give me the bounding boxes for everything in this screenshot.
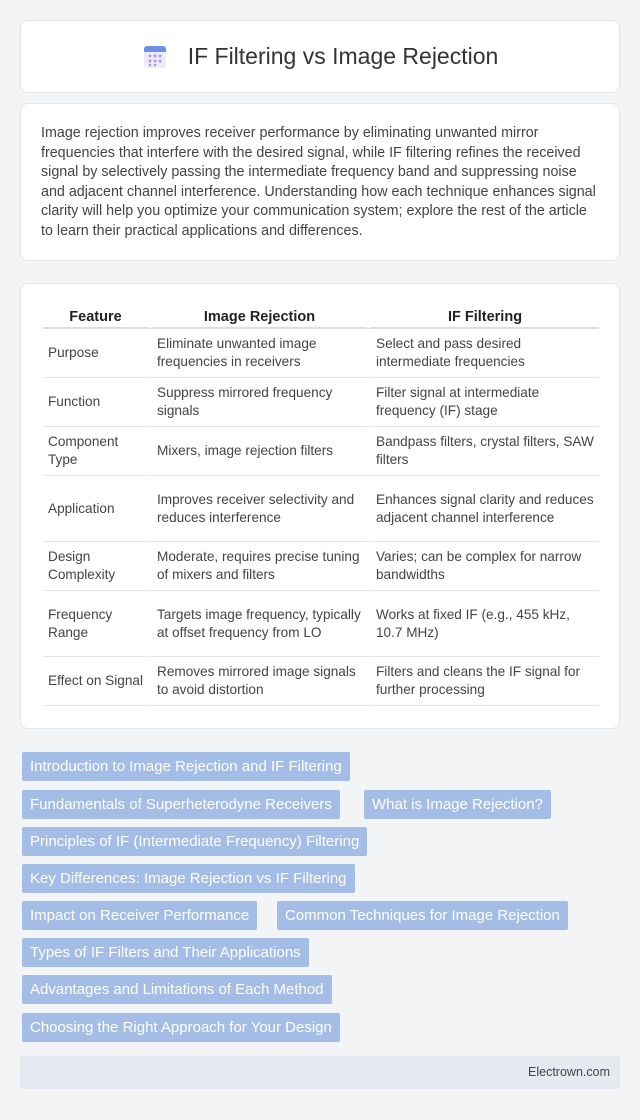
table-cell: Application <box>43 476 148 542</box>
table-cell: Removes mirrored image signals to avoid distortion <box>148 657 367 706</box>
topic-link-receiver-performance[interactable]: Impact on Receiver Performance <box>22 901 257 930</box>
table-cell: Purpose <box>43 329 148 378</box>
table-cell: Works at fixed IF (e.g., 455 kHz, 10.7 MHz) <box>367 591 599 657</box>
header-image-rejection: Image Rejection <box>148 304 367 329</box>
topic-link-common-techniques[interactable]: Common Techniques for Image Rejection <box>277 901 568 930</box>
table-cell: Moderate, requires precise tuning of mixers and filters <box>148 542 367 591</box>
table-cell: Filter signal at intermediate frequency (IF) stage <box>367 378 599 427</box>
table-cell: Enhances signal clarity and reduces adjacent channel interference <box>367 476 599 542</box>
table-row <box>43 329 599 378</box>
comparison-table-card <box>20 283 620 729</box>
table-cell: Select and pass desired intermediate frequencies <box>367 329 599 378</box>
table-cell: Improves receiver selectivity and reduces interference <box>148 476 367 542</box>
table-row <box>43 542 599 591</box>
table-cell: Design Complexity <box>43 542 148 591</box>
footer-brand[interactable]: Electrown.com <box>528 1065 610 1079</box>
page-header <box>20 20 620 93</box>
header-feature: Feature <box>43 304 148 329</box>
table-cell: Eliminate unwanted image frequencies in receivers <box>148 329 367 378</box>
table-cell: Function <box>43 378 148 427</box>
table-cell: Frequency Range <box>43 591 148 657</box>
table-row <box>43 427 599 476</box>
table-row <box>43 657 599 706</box>
topic-link-introduction[interactable]: Introduction to Image Rejection and IF Filtering <box>22 752 350 781</box>
table-cell: Effect on Signal <box>43 657 148 706</box>
topic-link-if-filter-types[interactable]: Types of IF Filters and Their Applications <box>22 938 309 967</box>
table-row <box>43 476 599 542</box>
topic-link-fundamentals[interactable]: Fundamentals of Superheterodyne Receivers <box>22 790 340 819</box>
topic-link-advantages-limitations[interactable]: Advantages and Limitations of Each Method <box>22 975 332 1004</box>
table-cell: Targets image frequency, typically at offset frequency from LO <box>148 591 367 657</box>
table-header-row <box>43 304 599 329</box>
footer <box>20 1056 620 1089</box>
table-cell: Component Type <box>43 427 148 476</box>
table-cell: Mixers, image rejection filters <box>148 427 367 476</box>
table-cell: Bandpass filters, crystal filters, SAW filters <box>367 427 599 476</box>
table-row <box>43 591 599 657</box>
comparison-table <box>43 304 599 706</box>
topic-link-key-differences[interactable]: Key Differences: Image Rejection vs IF Filtering <box>22 864 355 893</box>
topic-link-what-is-image-rejection[interactable]: What is Image Rejection? <box>364 790 551 819</box>
topic-link-choosing-approach[interactable]: Choosing the Right Approach for Your Design <box>22 1013 340 1042</box>
table-cell: Filters and cleans the IF signal for further processing <box>367 657 599 706</box>
intro-card <box>20 103 620 261</box>
intro-text: Image rejection improves receiver performance by eliminating unwanted mirror frequencies that interfere with the desired signal, while IF filtering refines the received signal by selectively passing the intermediate frequency band and suppressing noise and adjacent channel interference. Understanding how each technique enhances signal clarity will help you optimize your communication system; explore the rest of the article to learn their practical applications and differences. <box>41 125 596 239</box>
table-row <box>43 378 599 427</box>
page-title: IF Filtering vs Image Rejection <box>187 43 499 69</box>
document-icon <box>142 44 168 70</box>
header-if-filtering: IF Filtering <box>367 304 599 329</box>
table-cell: Varies; can be complex for narrow bandwidths <box>367 542 599 591</box>
table-cell: Suppress mirrored frequency signals <box>148 378 367 427</box>
topic-link-if-principles[interactable]: Principles of IF (Intermediate Frequency) Filtering <box>22 827 367 856</box>
